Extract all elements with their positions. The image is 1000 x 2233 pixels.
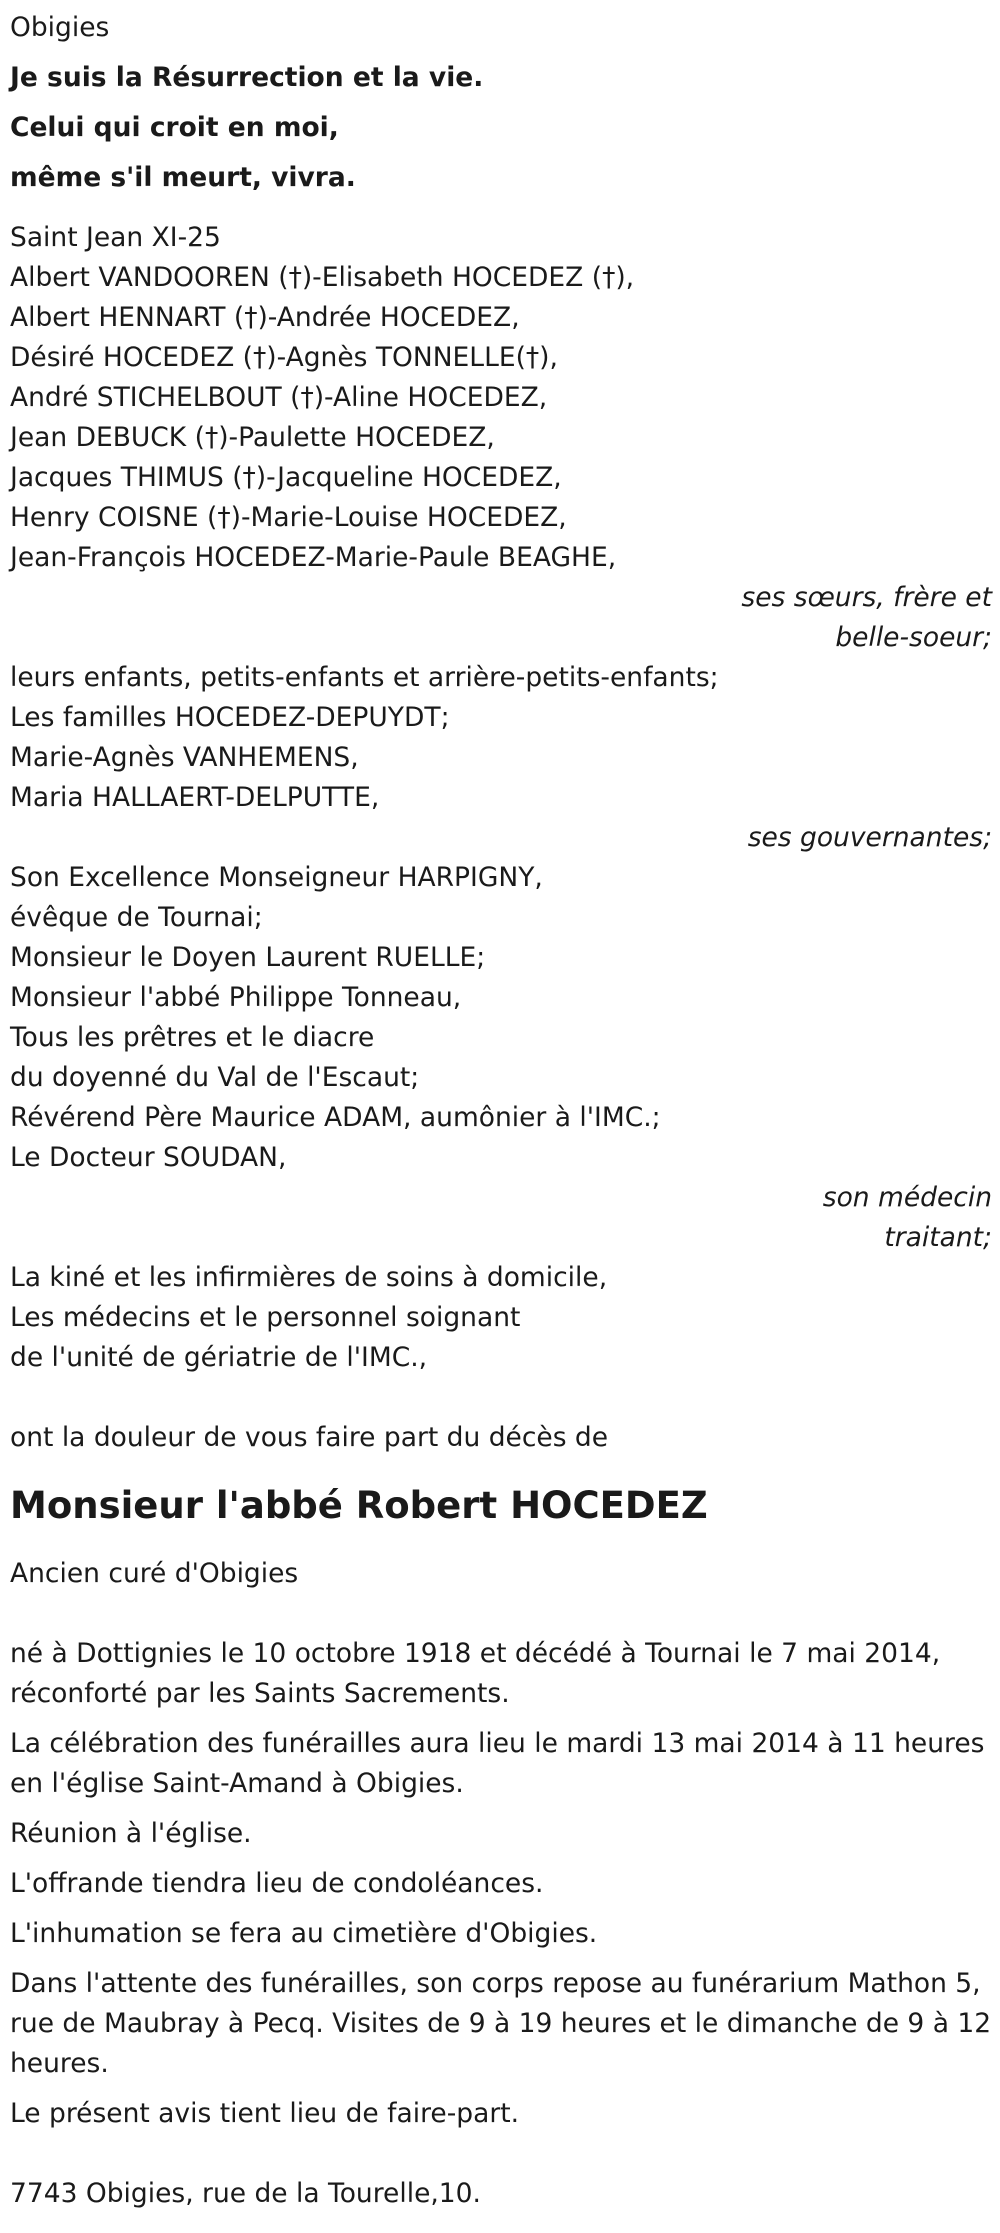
relatives-line: Maria HALLAERT-DELPUTTE,: [10, 782, 380, 813]
family-line: André STICHELBOUT (†)-Aline HOCEDEZ,: [10, 382, 548, 413]
relatives-relation: ses gouvernantes;: [747, 822, 992, 853]
detail-paragraph: L'offrande tiendra lieu de condoléances.: [10, 1868, 544, 1899]
family-relation: belle-soeur;: [835, 622, 992, 653]
verse-line-3: même s'il meurt, vivra.: [10, 162, 356, 193]
notice-body: [10, 8, 995, 2214]
clergy-relation: traitant;: [884, 1222, 992, 1253]
care-line: de l'unité de gériatrie de l'IMC.,: [10, 1342, 428, 1373]
relatives-line: Marie-Agnès VANHEMENS,: [10, 742, 359, 773]
clergy-relation: son médecin: [822, 1182, 992, 1213]
detail-paragraph: La célébration des funérailles aura lieu le mardi 13 mai 2014 à 11 heures en l'église Saint-Amand à Obigies.: [10, 1728, 985, 1799]
family-line: Jean DEBUCK (†)-Paulette HOCEDEZ,: [10, 422, 495, 453]
family-line: Albert HENNART (†)-Andrée HOCEDEZ,: [10, 302, 520, 333]
clergy-line: Monsieur le Doyen Laurent RUELLE;: [10, 942, 486, 973]
clergy-line: évêque de Tournai;: [10, 902, 263, 933]
address: 7743 Obigies, rue de la Tourelle,10.: [10, 2178, 481, 2209]
clergy-line: Monsieur l'abbé Philippe Tonneau,: [10, 982, 462, 1013]
clergy-line: Révérend Père Maurice ADAM, aumônier à l'IMC.;: [10, 1102, 661, 1133]
family-line: Albert VANDOOREN (†)-Elisabeth HOCEDEZ (†),: [10, 262, 635, 293]
family-line: Henry COISNE (†)-Marie-Louise HOCEDEZ,: [10, 502, 567, 533]
detail-paragraph: né à Dottignies le 10 octobre 1918 et décédé à Tournai le 7 mai 2014, réconforté par les Saints Sacrements.: [10, 1638, 941, 1709]
detail-paragraph: L'inhumation se fera au cimetière d'Obigies.: [10, 1918, 598, 1949]
family-line: Jacques THIMUS (†)-Jacqueline HOCEDEZ,: [10, 462, 562, 493]
care-line: Les médecins et le personnel soignant: [10, 1302, 521, 1333]
family-line: Jean-François HOCEDEZ-Marie-Paule BEAGHE,: [10, 542, 617, 573]
clergy-line: Tous les prêtres et le diacre: [10, 1022, 375, 1053]
deceased-name: Monsieur l'abbé Robert HOCEDEZ: [10, 1484, 708, 1527]
place-name: Obigies: [10, 12, 110, 43]
announcement: ont la douleur de vous faire part du décès de: [10, 1422, 609, 1453]
verse-source: Saint Jean XI-25: [10, 222, 221, 253]
verse-line-2: Celui qui croit en moi,: [10, 112, 339, 143]
clergy-line: Le Docteur SOUDAN,: [10, 1142, 287, 1173]
family-relation: ses sœurs, frère et: [741, 582, 992, 613]
verse-line-1: Je suis la Résurrection et la vie.: [10, 62, 484, 93]
detail-paragraph: Réunion à l'église.: [10, 1818, 252, 1849]
relatives-line: Les familles HOCEDEZ-DEPUYDT;: [10, 702, 450, 733]
deceased-role: Ancien curé d'Obigies: [10, 1558, 299, 1589]
care-line: La kiné et les infirmières de soins à domicile,: [10, 1262, 608, 1293]
detail-paragraph: Le présent avis tient lieu de faire-part.: [10, 2098, 520, 2129]
clergy-line: Son Excellence Monseigneur HARPIGNY,: [10, 862, 543, 893]
family-line: Désiré HOCEDEZ (†)-Agnès TONNELLE(†),: [10, 342, 558, 373]
detail-paragraph: Dans l'attente des funérailles, son corps repose au funérarium Mathon 5, rue de Maubray à Pecq. Visites de 9 à 19 heures et le dimanche de 9 à 12 heures.: [10, 1968, 992, 2079]
relatives-line: leurs enfants, petits-enfants et arrière-petits-enfants;: [10, 662, 719, 693]
clergy-line: du doyenné du Val de l'Escaut;: [10, 1062, 420, 1093]
